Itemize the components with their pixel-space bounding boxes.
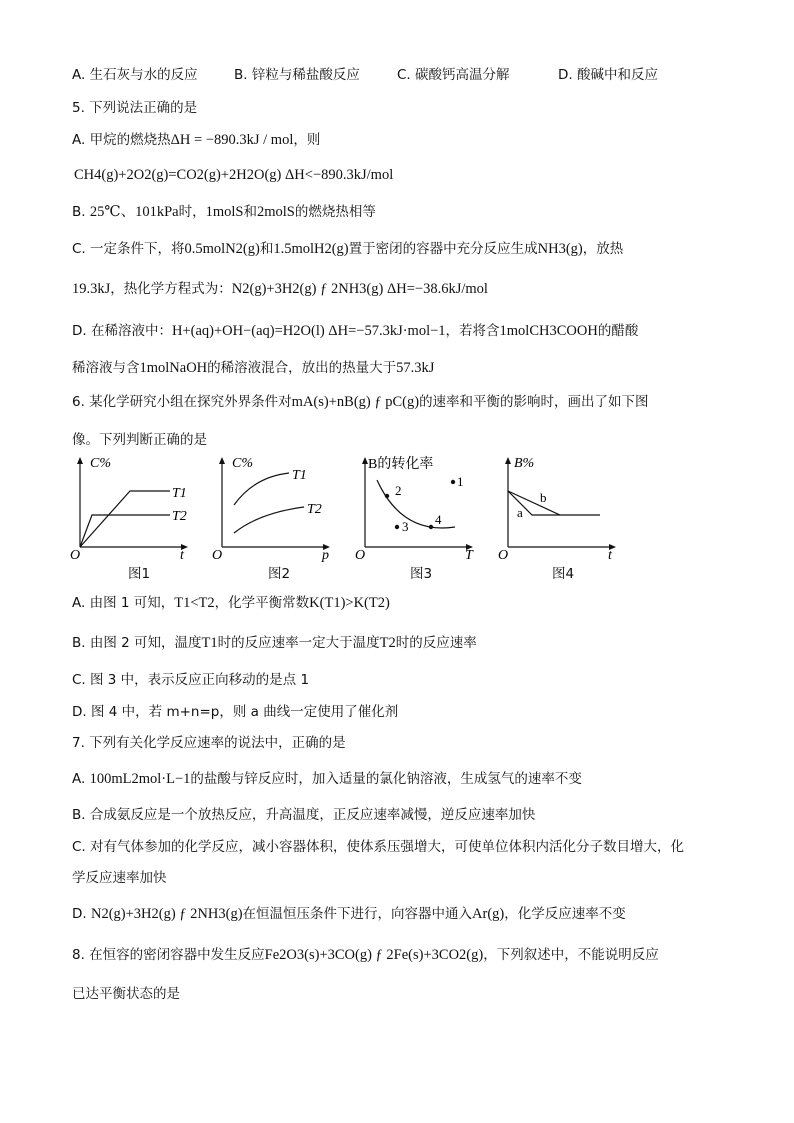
q6-a-mid: ，化学平衡常数 [214,595,310,611]
q5-stem: 5. 下列说法正确的是 [72,100,198,116]
fig4-label-a: a [517,505,523,520]
q5-c-suffix: ，放热 [582,241,624,257]
q5-d-prefix: D. 在稀溶液中： [72,323,172,339]
fig2-label-t2: T2 [307,502,322,517]
q6-d-condition: m+n=p [166,704,220,720]
q7-option-d [72,905,626,923]
q6-stem [72,393,649,411]
fig4-caption: 图4 [552,566,575,582]
q5-d-heat: 57.3kJ [396,360,435,376]
q4-option-b: B. 锌粒与稀盐酸反应 [234,67,360,83]
fig2-y-arrow [219,457,225,464]
q5-d-equation: H+(aq)+OH−(aq)=H2O(l) ΔH=−57.3kJ·mol−1 [171,323,446,339]
q7-d-prefix: D. [72,906,91,922]
q5-d-suffix: 的醋酸 [597,323,639,339]
fig3-origin: O [355,548,366,563]
fig4-origin: O [498,548,509,563]
fig3-label-3: 3 [402,519,409,534]
q7-option-c: C. 对有气体参加的化学反应，减小容器体积，使体系压强增大，可使单位体积内活化分子数目增大，化 [72,839,685,855]
fig3-point-4 [429,525,433,529]
q5-b-suffix: 的燃烧热相等 [294,204,376,220]
q5-c-and: 和 [259,241,274,257]
q6-stem-equation: mA(s)+nB(g) ƒ pC(g) [291,394,420,410]
q8-stem-prefix: 8. 在恒容的密闭容器中发生反应 [72,947,265,963]
q5-option-d-line2 [72,359,434,377]
fig1-origin: O [70,548,81,563]
q8-stem [72,946,659,964]
figure-1-svg [72,455,202,565]
q4-option-d: D. 酸碱中和反应 [558,67,658,83]
q5-b-s2: 2molS [256,204,295,220]
q6-d-prefix: D. 图 4 中，若 [72,704,167,720]
fig2-xlabel: p [322,548,329,563]
q5-option-a [72,131,320,149]
fig3-point-3 [395,525,399,529]
fig2-curve-t2 [234,507,304,533]
q5-c-prefix: C. 一定条件下，将 [72,241,185,257]
q6-a-compare: T1<T2 [174,595,215,611]
q7-option-c-line2: 学反应速率加快 [72,870,167,886]
q6-stem-line2: 像。下列判断正确的是 [72,432,207,448]
q5-c-heat: 19.3kJ [72,281,111,297]
fig3-ylabel: B的转化率 [368,457,434,472]
fig4-y-arrow [505,457,511,464]
fig1-xlabel: t [180,548,184,563]
q6-b-prefix: B. 由图 2 可知，温度 [72,635,202,651]
q5-d-mid: ，若将含 [445,323,500,339]
q4-option-c: C. 碳酸钙高温分解 [397,67,510,83]
q5-option-d [72,322,638,340]
fig2-curve-t1 [234,473,289,505]
q5-b-condition: 25℃、101kPa [89,204,179,220]
fig3-point-2 [385,494,389,498]
q5-b-and: 和 [243,204,257,220]
q5-option-c-line2 [72,280,488,298]
q6-b-t2: T2 [379,635,396,651]
fig3-label-2: 2 [395,483,402,498]
q7-stem: 7. 下列有关化学反应速率的说法中，正确的是 [72,735,346,751]
fig3-point-1 [451,480,455,484]
q8-stem-equation: Fe2O3(s)+3CO(g) ƒ 2Fe(s)+3CO2(g) [264,947,484,963]
q5-b-prefix: B. [72,204,90,220]
q8-stem-line2: 已达平衡状态的是 [72,986,180,1002]
q5-c-h2: 1.5molH2(g) [273,241,349,257]
fig2-label-t1: T1 [292,468,307,483]
fig2-origin: O [212,548,223,563]
q6-option-c: C. 图 3 中，表示反应正向移动的是点 1 [72,672,310,688]
q7-d-equation: N2(g)+3H2(g) ƒ 2NH3(g) [90,906,243,922]
q6-stem-suffix: 的速率和平衡的影响时，画出了如下图 [419,394,649,410]
fig3-xlabel: T [465,548,473,563]
fig1-label-t2: T2 [172,509,187,524]
q6-stem-prefix: 6. 某化学研究小组在探究外界条件对 [72,394,292,410]
fig2-ylabel: C% [232,456,253,471]
q5-a-value: ΔH = −890.3kJ / mol [170,132,294,148]
figure-3-svg [357,455,487,565]
q6-option-a [72,594,390,612]
q5-a-suffix: ，则 [293,132,321,148]
q7-option-b: B. 合成氨反应是一个放热反应，升高温度，正反应速率减慢，逆反应速率加快 [72,807,536,823]
q5-b-mid: 时， [178,204,206,220]
q7-d-suffix: ，化学反应速率不变 [504,906,626,922]
figure-2-svg [214,455,344,565]
q7-option-a [72,770,582,788]
q5-d2-prefix: 稀溶液与含 [72,360,140,376]
q5-b-s1: 1molS [205,204,244,220]
fig4-ylabel: B% [514,456,535,471]
fig1-caption: 图1 [128,566,151,582]
q5-c-n2: 0.5molN2(g) [184,241,260,257]
q5-d2-suffix: 的稀溶液混合，放出的热量大于 [207,360,397,376]
q6-a-k: K(T1)>K(T2) [309,595,390,611]
q5-a-equation: CH4(g)+2O2(g)=CO2(g)+2H2O(g) ΔH<−890.3kJ/mol [74,167,394,183]
q8-stem-suffix: ，下列叙述中，不能说明反应 [483,947,659,963]
q7-d-mid: 在恒温恒压条件下进行，向容器中通入 [242,906,473,922]
q5-c-nh3: NH3(g) [537,241,583,257]
fig3-curve [377,480,455,528]
q4-option-a: A. 生石灰与水的反应 [72,67,198,83]
fig3-caption: 图3 [410,566,433,582]
q7-a-prefix: A. [72,771,90,787]
q7-a-concentration: 100mL2mol·L−1 [89,771,191,787]
fig1-curve-t1 [80,491,170,547]
q6-a-prefix: A. 由图 1 可知， [72,595,175,611]
q7-d-ar: Ar(g) [472,906,505,922]
q5-option-c [72,240,623,258]
fig1-ylabel: C% [90,456,111,471]
q5-c2-mid: ，热化学方程式为： [110,281,232,297]
q5-c-mid: 置于密闭的容器中充分反应生成 [348,241,538,257]
q6-option-d [72,703,398,721]
q5-d-acid: 1molCH3COOH [499,323,598,339]
q6-b-mid: 时的反应速率一定大于温度 [217,635,380,651]
q5-a-prefix: A. 甲烷的燃烧热 [72,132,171,148]
q6-b-suffix: 时的反应速率 [395,635,477,651]
q7-a-suffix: 的盐酸与锌反应时，加入适量的氯化钠溶液，生成氢气的速率不变 [190,771,582,787]
fig3-label-4: 4 [435,512,442,527]
q6-d-suffix: ，则 a 曲线一定使用了催化剂 [219,704,399,720]
q6-b-t1: T1 [201,635,218,651]
q5-option-b [72,203,376,221]
fig4-label-b: b [540,490,547,505]
fig1-label-t1: T1 [172,486,187,501]
fig1-y-arrow [77,457,83,464]
fig3-label-1: 1 [457,474,464,489]
q5-d-base: 1molNaOH [139,360,208,376]
q6-option-b [72,634,477,652]
fig4-xlabel: t [608,548,612,563]
q5-c-equation: N2(g)+3H2(g) ƒ 2NH3(g) ΔH=−38.6kJ/mol [231,281,488,297]
fig2-caption: 图2 [268,566,291,582]
figure-4-svg [500,455,630,565]
